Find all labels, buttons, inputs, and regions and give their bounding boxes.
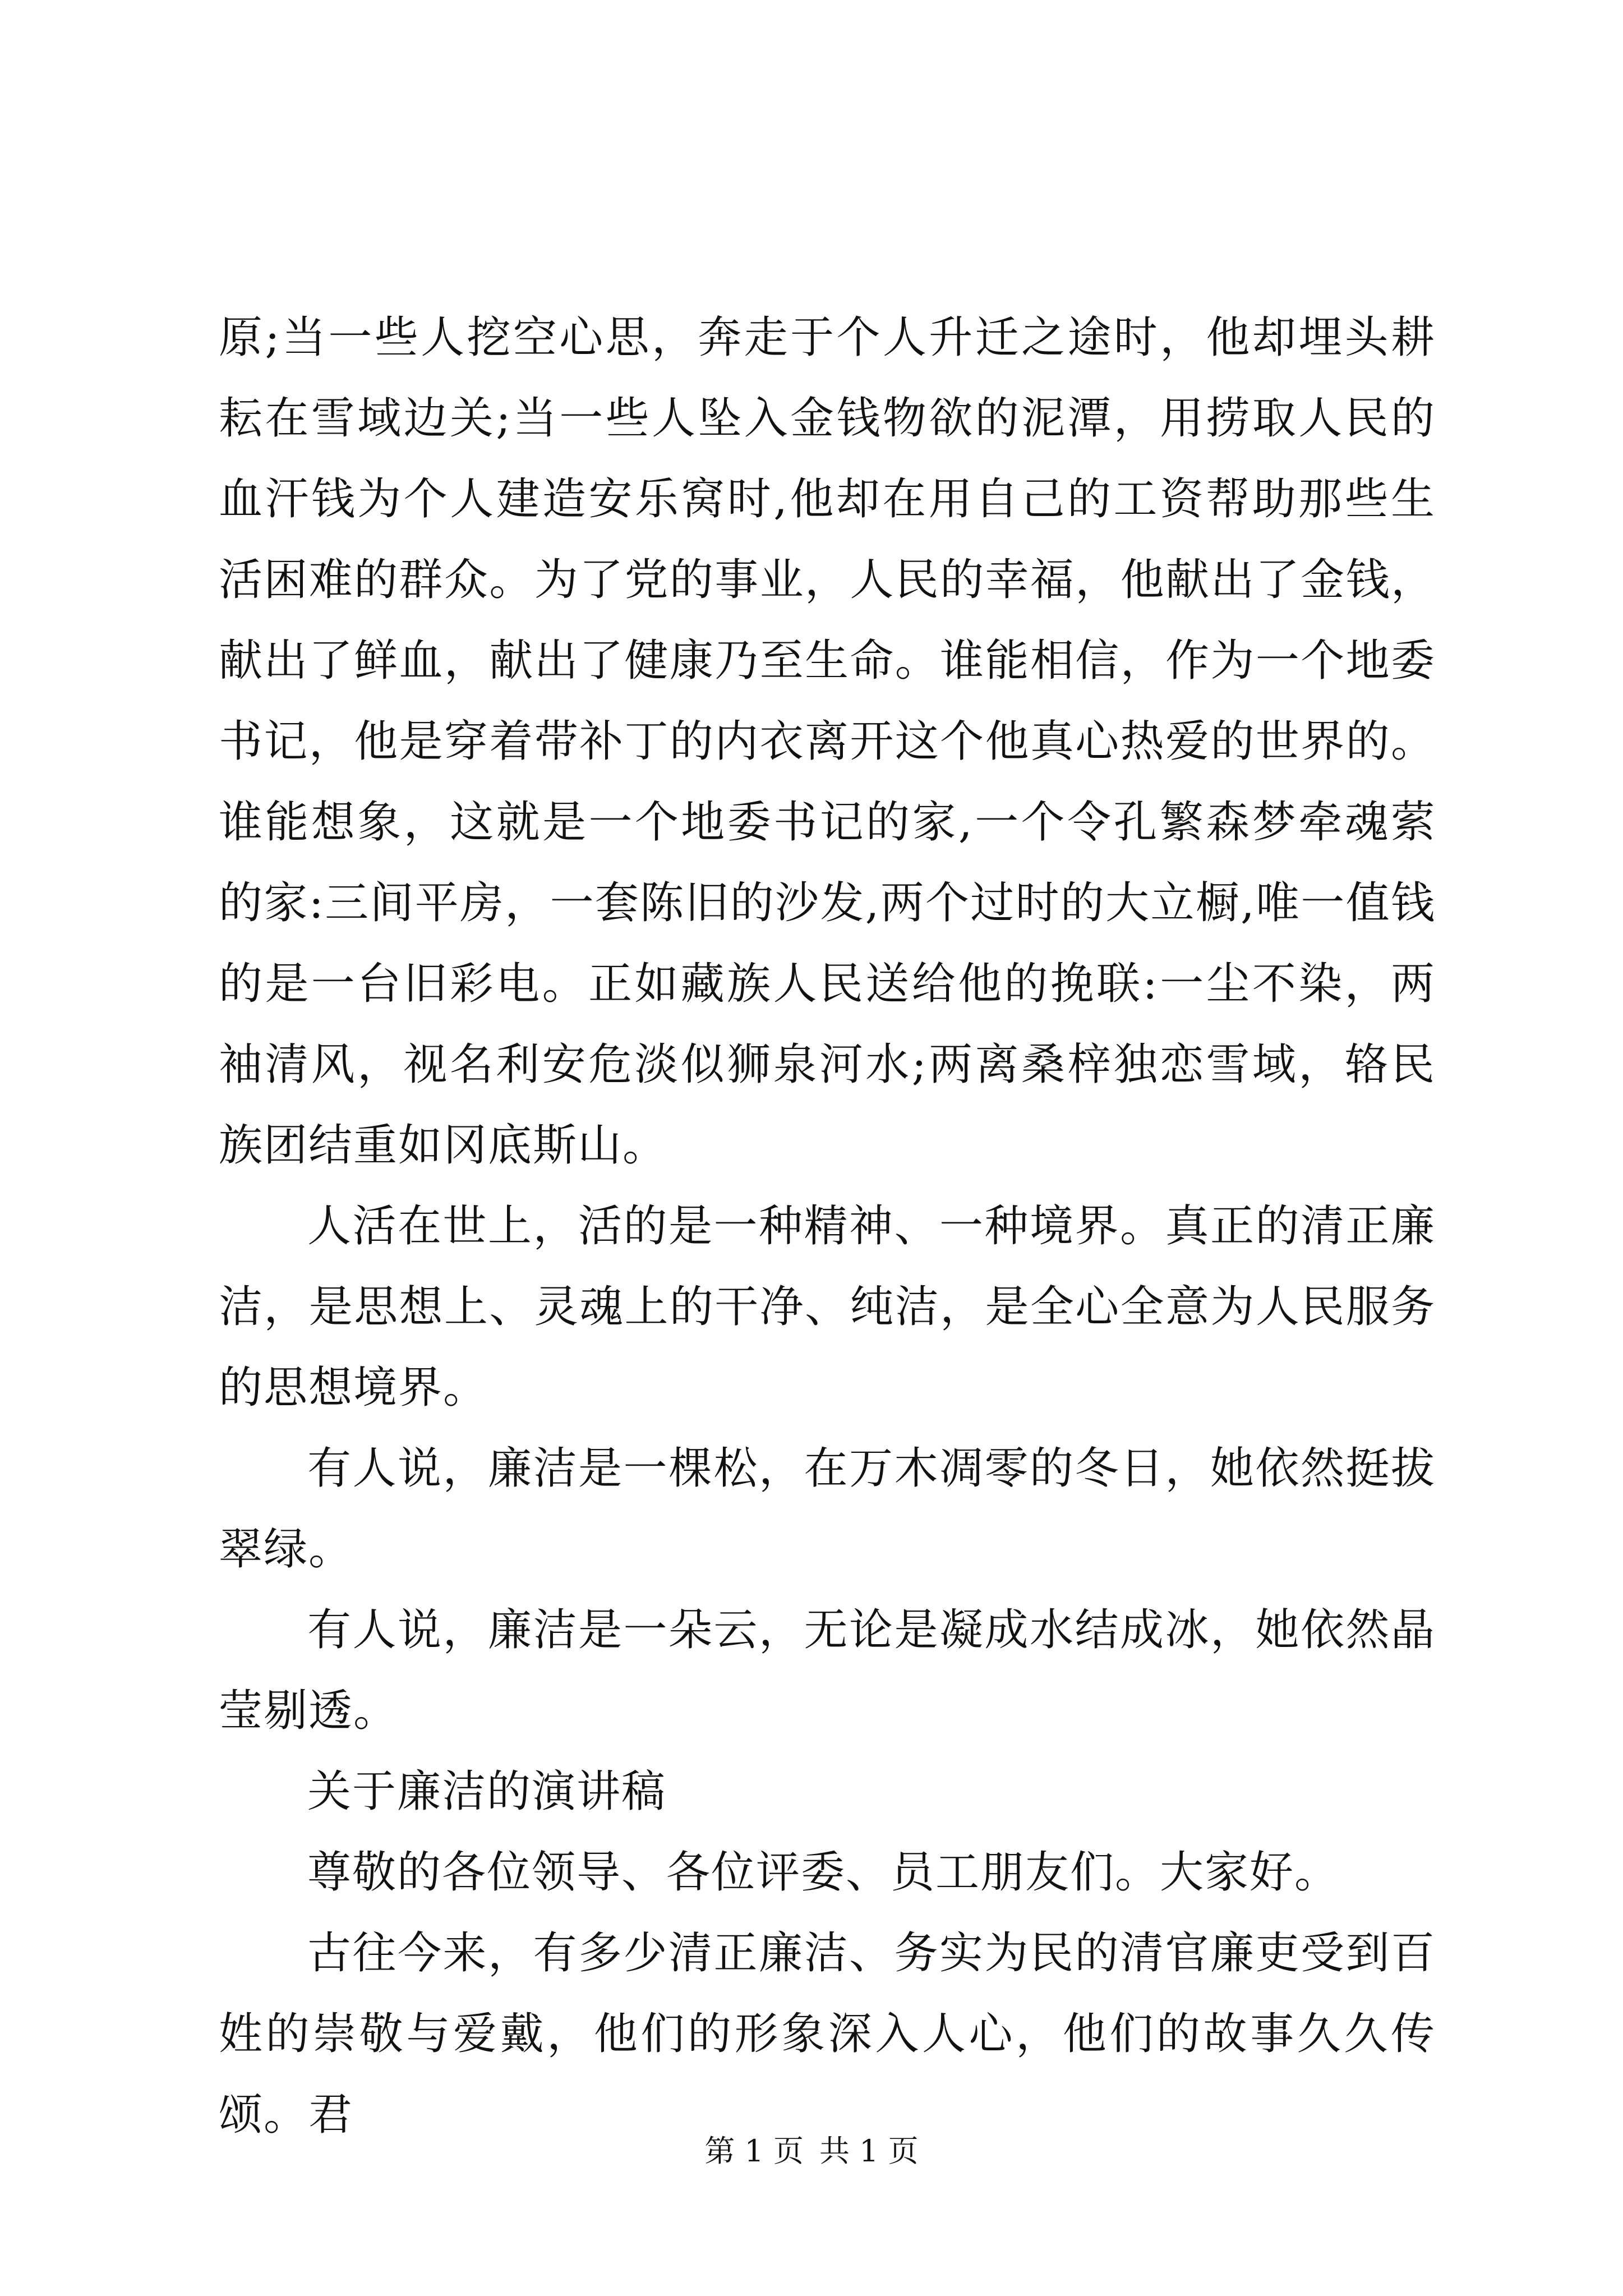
section-title: 关于廉洁的演讲稿 — [307, 1766, 667, 1817]
page-number: 第 1 页 — [704, 2133, 804, 2169]
page-footer — [0, 2132, 1623, 2171]
paragraph-4: 有人说，廉洁是一朵云，无论是凝成水结成冰，她依然晶莹剔透。 — [219, 1605, 1436, 1736]
paragraph-1: 原;当一些人挖空心思，奔走于个人升迁之途时，他却埋头耕耘在雪域边关;当一些人坠入金钱物欲的泥潭，用捞取人民的血汗钱为个人建造安乐窝时,他却在用自己的工资帮助那些生活困难的群众。为了党的事业，人民的幸福，他献出了金钱，献出了鲜血，献出了健康乃至生命。谁能相信，作为一个地委书记，他是穿着带补丁的内衣离开这个他真心热爱的世界的。谁能想象，这就是一个地委书记的家,一个令孔繁森梦牵魂萦的家:三间平房，一套陈旧的沙发,两个过时的大立橱,唯一值钱的是一台旧彩电。正如藏族人民送给他的挽联:一尘不染，两袖清风，视名利安危淡似狮泉河水;两离桑梓独恋雪域，辂民族团结重如冈底斯山。 — [219, 312, 1436, 1171]
page-total: 共 1 页 — [819, 2133, 919, 2169]
document-body — [219, 297, 1436, 2155]
paragraph-5: 古往今来，有多少清正廉洁、务实为民的清官廉吏受到百姓的崇敬与爱戴，他们的形象深入人心，他们的故事久久传颂。君 — [219, 1928, 1436, 2140]
paragraph-2: 人活在世上，活的是一种精神、一种境界。真正的清正廉洁，是思想上、灵魂上的干净、纯洁，是全心全意为人民服务的思想境界。 — [219, 1201, 1436, 1413]
salutation: 尊敬的各位领导、各位评委、员工朋友们。大家好。 — [307, 1847, 1340, 1898]
paragraph-3: 有人说，廉洁是一棵松，在万木凋零的冬日，她依然挺拔翠绿。 — [219, 1443, 1436, 1575]
